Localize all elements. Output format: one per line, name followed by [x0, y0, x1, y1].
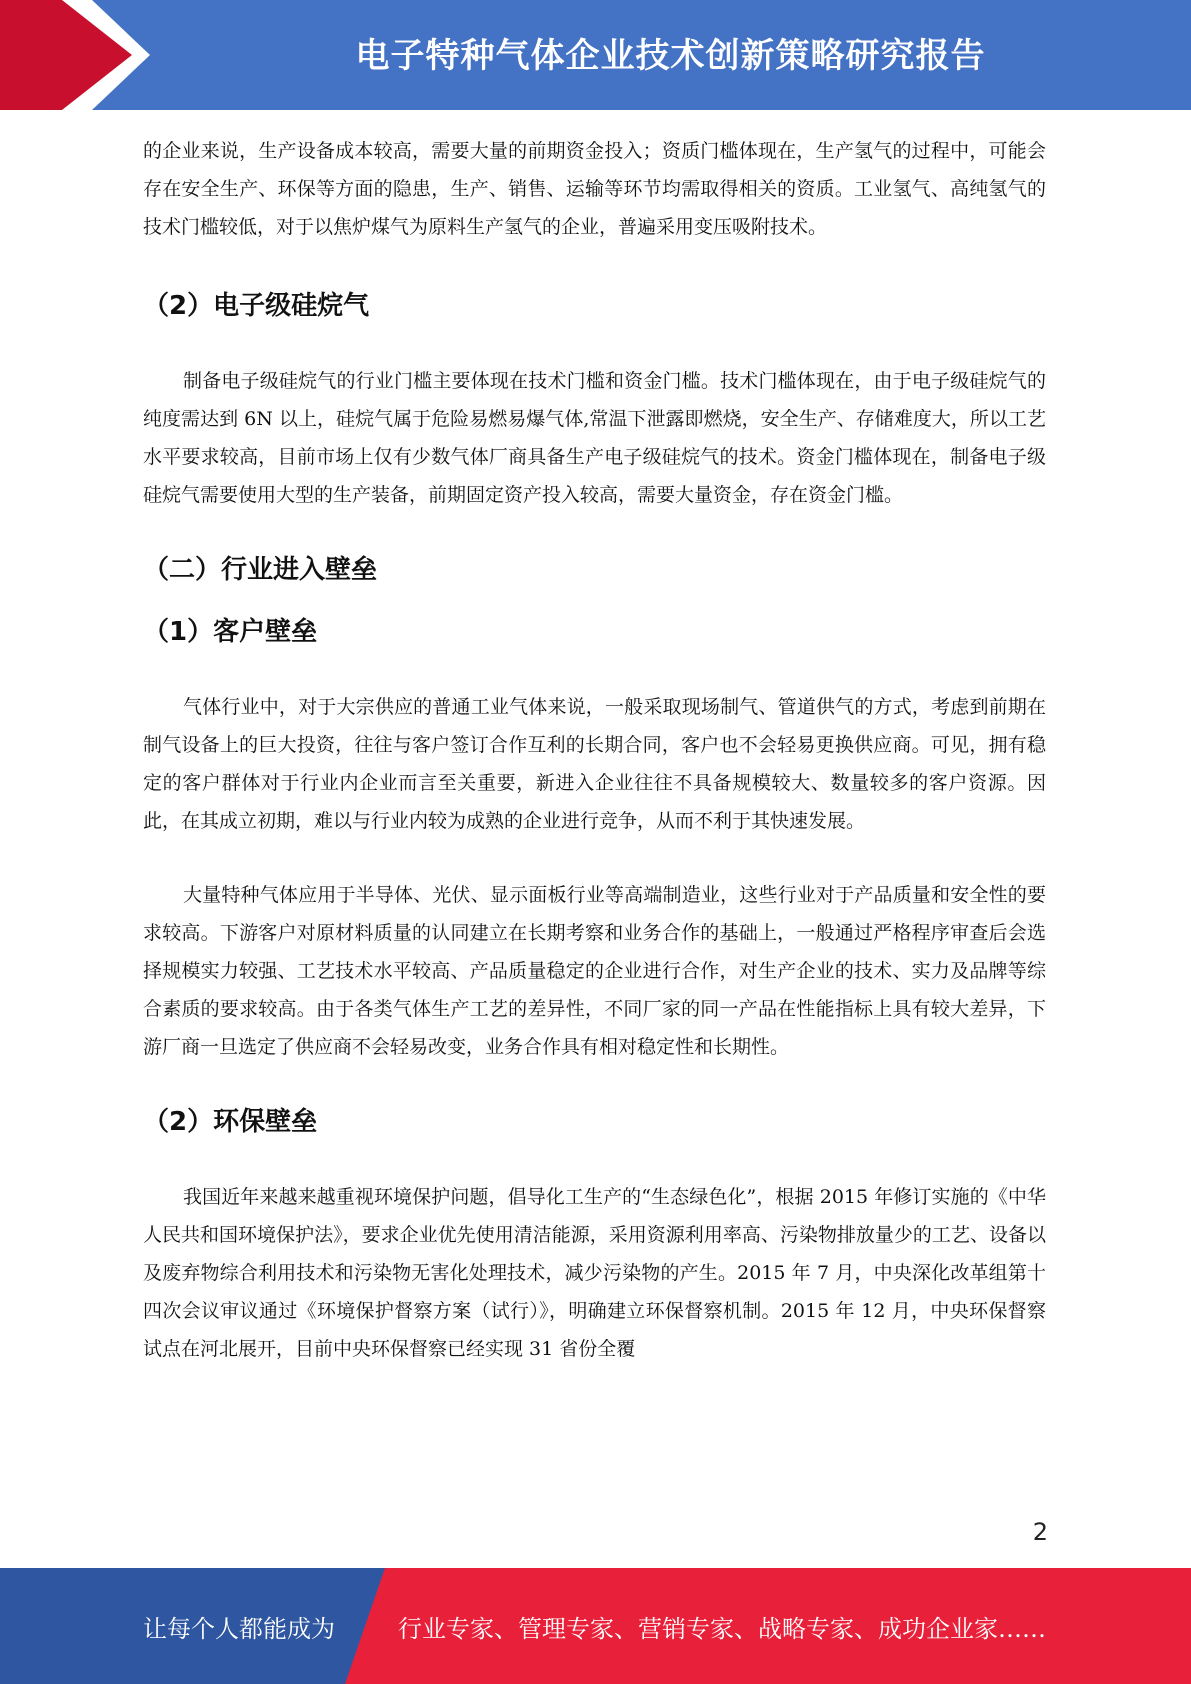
footer-slogan-right: 行业专家、管理专家、营销专家、战略专家、成功企业家……: [398, 1614, 1046, 1643]
body-paragraph: 我国近年来越来越重视环境保护问题，倡导化工生产的“生态绿色化”，根据 2015 年修订实施的《中华人民共和国环境保护法》，要求企业优先使用清洁能源，采用资源利用率高、污染物排放量少的工艺、设备以及废弃物综合利用技术和污染物无害化处理技术，减少污染物的产生。2015 年 7 月，中央深化改革组第十四次会议审议通过《环境保护督察方案（试行）》，明确建立环保督察机制。2015 年 12 月，中央环保督察试点在河北展开，目前中央环保督察已经实现 31 省份全覆: [143, 1186, 1046, 1360]
section-heading: （2）环保壁垒: [143, 1107, 318, 1137]
page-footer: [0, 1568, 1191, 1684]
body-paragraph: 制备电子级硅烷气的行业门槛主要体现在技术门槛和资金门槛。技术门槛体现在，由于电子级硅烷气的纯度需达到 6N 以上，硅烷气属于危险易燃易爆气体,常温下泄露即燃烧，安全生产、存储难度大，所以工艺水平要求较高，目前市场上仅有少数气体厂商具备生产电子级硅烷气的技术。资金门槛体现在，制备电子级硅烷气需要使用大型的生产装备，前期固定资产投入较高，需要大量资金，存在资金门槛。: [143, 370, 1046, 506]
section-heading: （2）电子级硅烷气: [143, 291, 370, 321]
section-heading: （1）客户壁垒: [143, 617, 318, 647]
report-title: 电子特种气体企业技术创新策略研究报告: [355, 35, 986, 76]
page-number: 2: [1032, 1518, 1048, 1546]
footer-slogan-left: 让每个人都能成为: [143, 1614, 335, 1643]
document-body: [143, 132, 1046, 1368]
body-paragraph: 大量特种气体应用于半导体、光伏、显示面板行业等高端制造业，这些行业对于产品质量和安全性的要求较高。下游客户对原材料质量的认同建立在长期考察和业务合作的基础上，一般通过严格程序审查后会选择规模实力较强、工艺技术水平较高、产品质量稳定的企业进行合作，对生产企业的技术、实力及品牌等综合素质的要求较高。由于各类气体生产工艺的差异性，不同厂家的同一产品在性能指标上具有较大差异，下游厂商一旦选定了供应商不会轻易改变，业务合作具有相对稳定性和长期性。: [143, 884, 1046, 1058]
section-heading: （二）行业进入壁垒: [143, 555, 378, 585]
page-header: [0, 0, 1191, 110]
body-paragraph: 气体行业中，对于大宗供应的普通工业气体来说，一般采取现场制气、管道供气的方式，考虑到前期在制气设备上的巨大投资，往往与客户签订合作互利的长期合同，客户也不会轻易更换供应商。可见，拥有稳定的客户群体对于行业内企业而言至关重要，新进入企业往往不具备规模较大、数量较多的客户资源。因此，在其成立初期，难以与行业内较为成熟的企业进行竞争，从而不利于其快速发展。: [143, 696, 1046, 832]
body-paragraph: 的企业来说，生产设备成本较高，需要大量的前期资金投入；资质门槛体现在，生产氢气的过程中，可能会存在安全生产、环保等方面的隐患，生产、销售、运输等环节均需取得相关的资质。工业氢气、高纯氢气的技术门槛较低，对于以焦炉煤气为原料生产氢气的企业，普遍采用变压吸附技术。: [143, 140, 1046, 238]
